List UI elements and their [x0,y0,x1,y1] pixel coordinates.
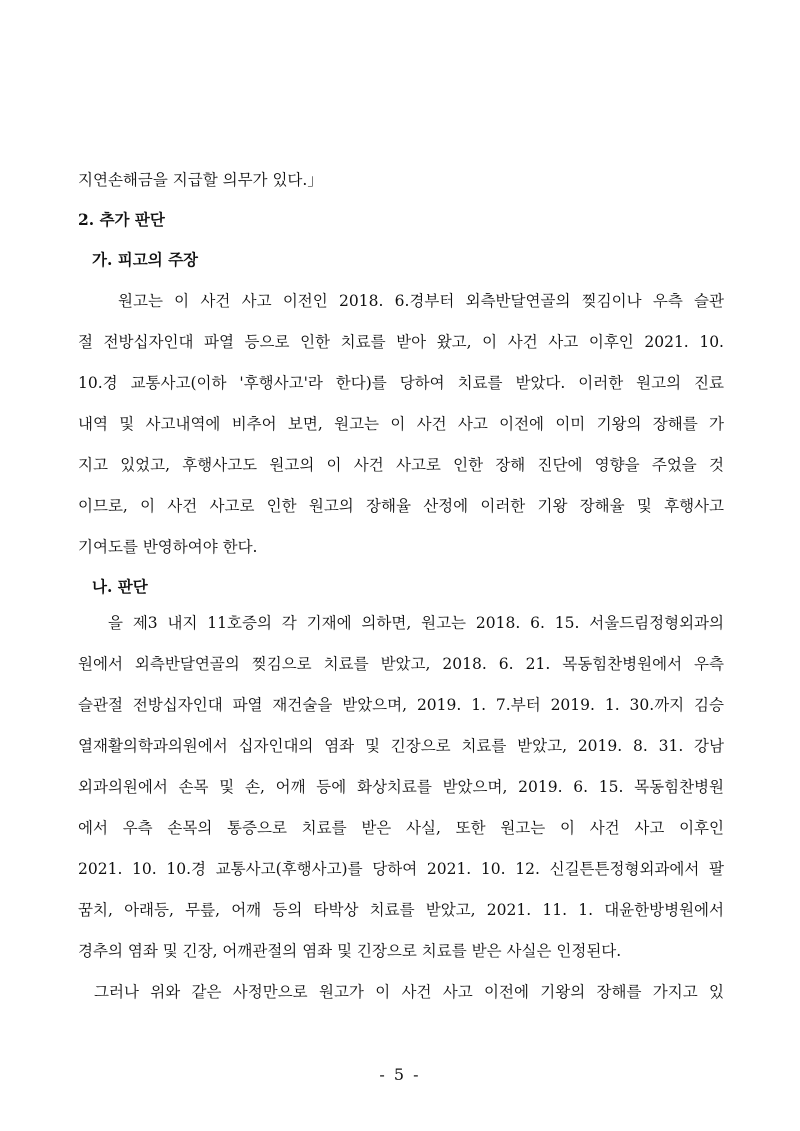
paragraph-line: 에서 우측 손목의 통증으로 치료를 받은 사실, 또한 원고는 이 사건 사고 이후인 [78,819,724,837]
paragraph-line: 2021. 10. 10.경 교통사고(후행사고)를 당하여 2021. 10. 12. 신길튼튼정형외과에서 팔 [78,860,724,878]
text-line: 지연손해금을 지급할 의무가 있다.」 [78,171,323,189]
paragraph-line: 기여도를 반영하여야 한다. [78,538,258,556]
paragraph-line: 열재활의학과의원에서 십자인대의 염좌 및 긴장으로 치료를 받았고, 2019. 8. 31. 강남 [78,737,724,755]
paragraph-line: 꿈치, 아래등, 무릎, 어깨 등의 타박상 치료를 받았고, 2021. 11. 1. 대윤한방병원에서 [78,901,724,919]
paragraph-line: 내역 및 사고내역에 비추어 보면, 원고는 이 사건 사고 이전에 이미 기왕의 장해를 가 [78,415,724,433]
paragraph-line: 을 제3 내지 11호증의 각 기재에 의하면, 원고는 2018. 6. 15. 서울드림정형외과의 [108,614,724,632]
paragraph-line: 절 전방십자인대 파열 등으로 인한 치료를 받아 왔고, 이 사건 사고 이후인 2021. 10. [78,333,724,351]
subsection-heading: 가. 피고의 주장 [92,250,199,269]
paragraph-line: 경추의 염좌 및 긴장, 어깨관절의 염좌 및 긴장으로 치료를 받은 사실은 인정된다. [78,942,622,960]
paragraph-line: 그러나 위와 같은 사정만으로 원고가 이 사건 사고 이전에 기왕의 장해를 가지고 있 [94,983,724,1001]
paragraph-line: 10.경 교통사고(이하 '후행사고'라 한다)를 당하여 치료를 받았다. 이러한 원고의 진료 [78,374,724,392]
paragraph-line: 원고는 이 사건 사고 이전인 2018. 6.경부터 외측반달연골의 찢김이나 우측 슬관 [118,292,724,310]
subsection-heading: 나. 판단 [92,577,148,596]
section-heading: 2. 추가 판단 [78,210,165,229]
paragraph-line: 지고 있었고, 후행사고도 원고의 이 사건 사고로 인한 장해 진단에 영향을 주었을 것 [78,456,724,474]
paragraph-line: 원에서 외측반달연골의 찢김으로 치료를 받았고, 2018. 6. 21. 목동힘찬병원에서 우측 [78,655,724,673]
paragraph-line: 이므로, 이 사건 사고로 인한 원고의 장해율 산정에 이러한 기왕 장해율 및 후행사고 [78,497,724,515]
paragraph-line: 슬관절 전방십자인대 파열 재건술을 받았으며, 2019. 1. 7.부터 2019. 1. 30.까지 김승 [78,696,724,714]
paragraph-line: 외과의원에서 손목 및 손, 어깨 등에 화상치료를 받았으며, 2019. 6. 15. 목동힘찬병원 [78,778,724,796]
page-number: - 5 - [379,1065,421,1084]
